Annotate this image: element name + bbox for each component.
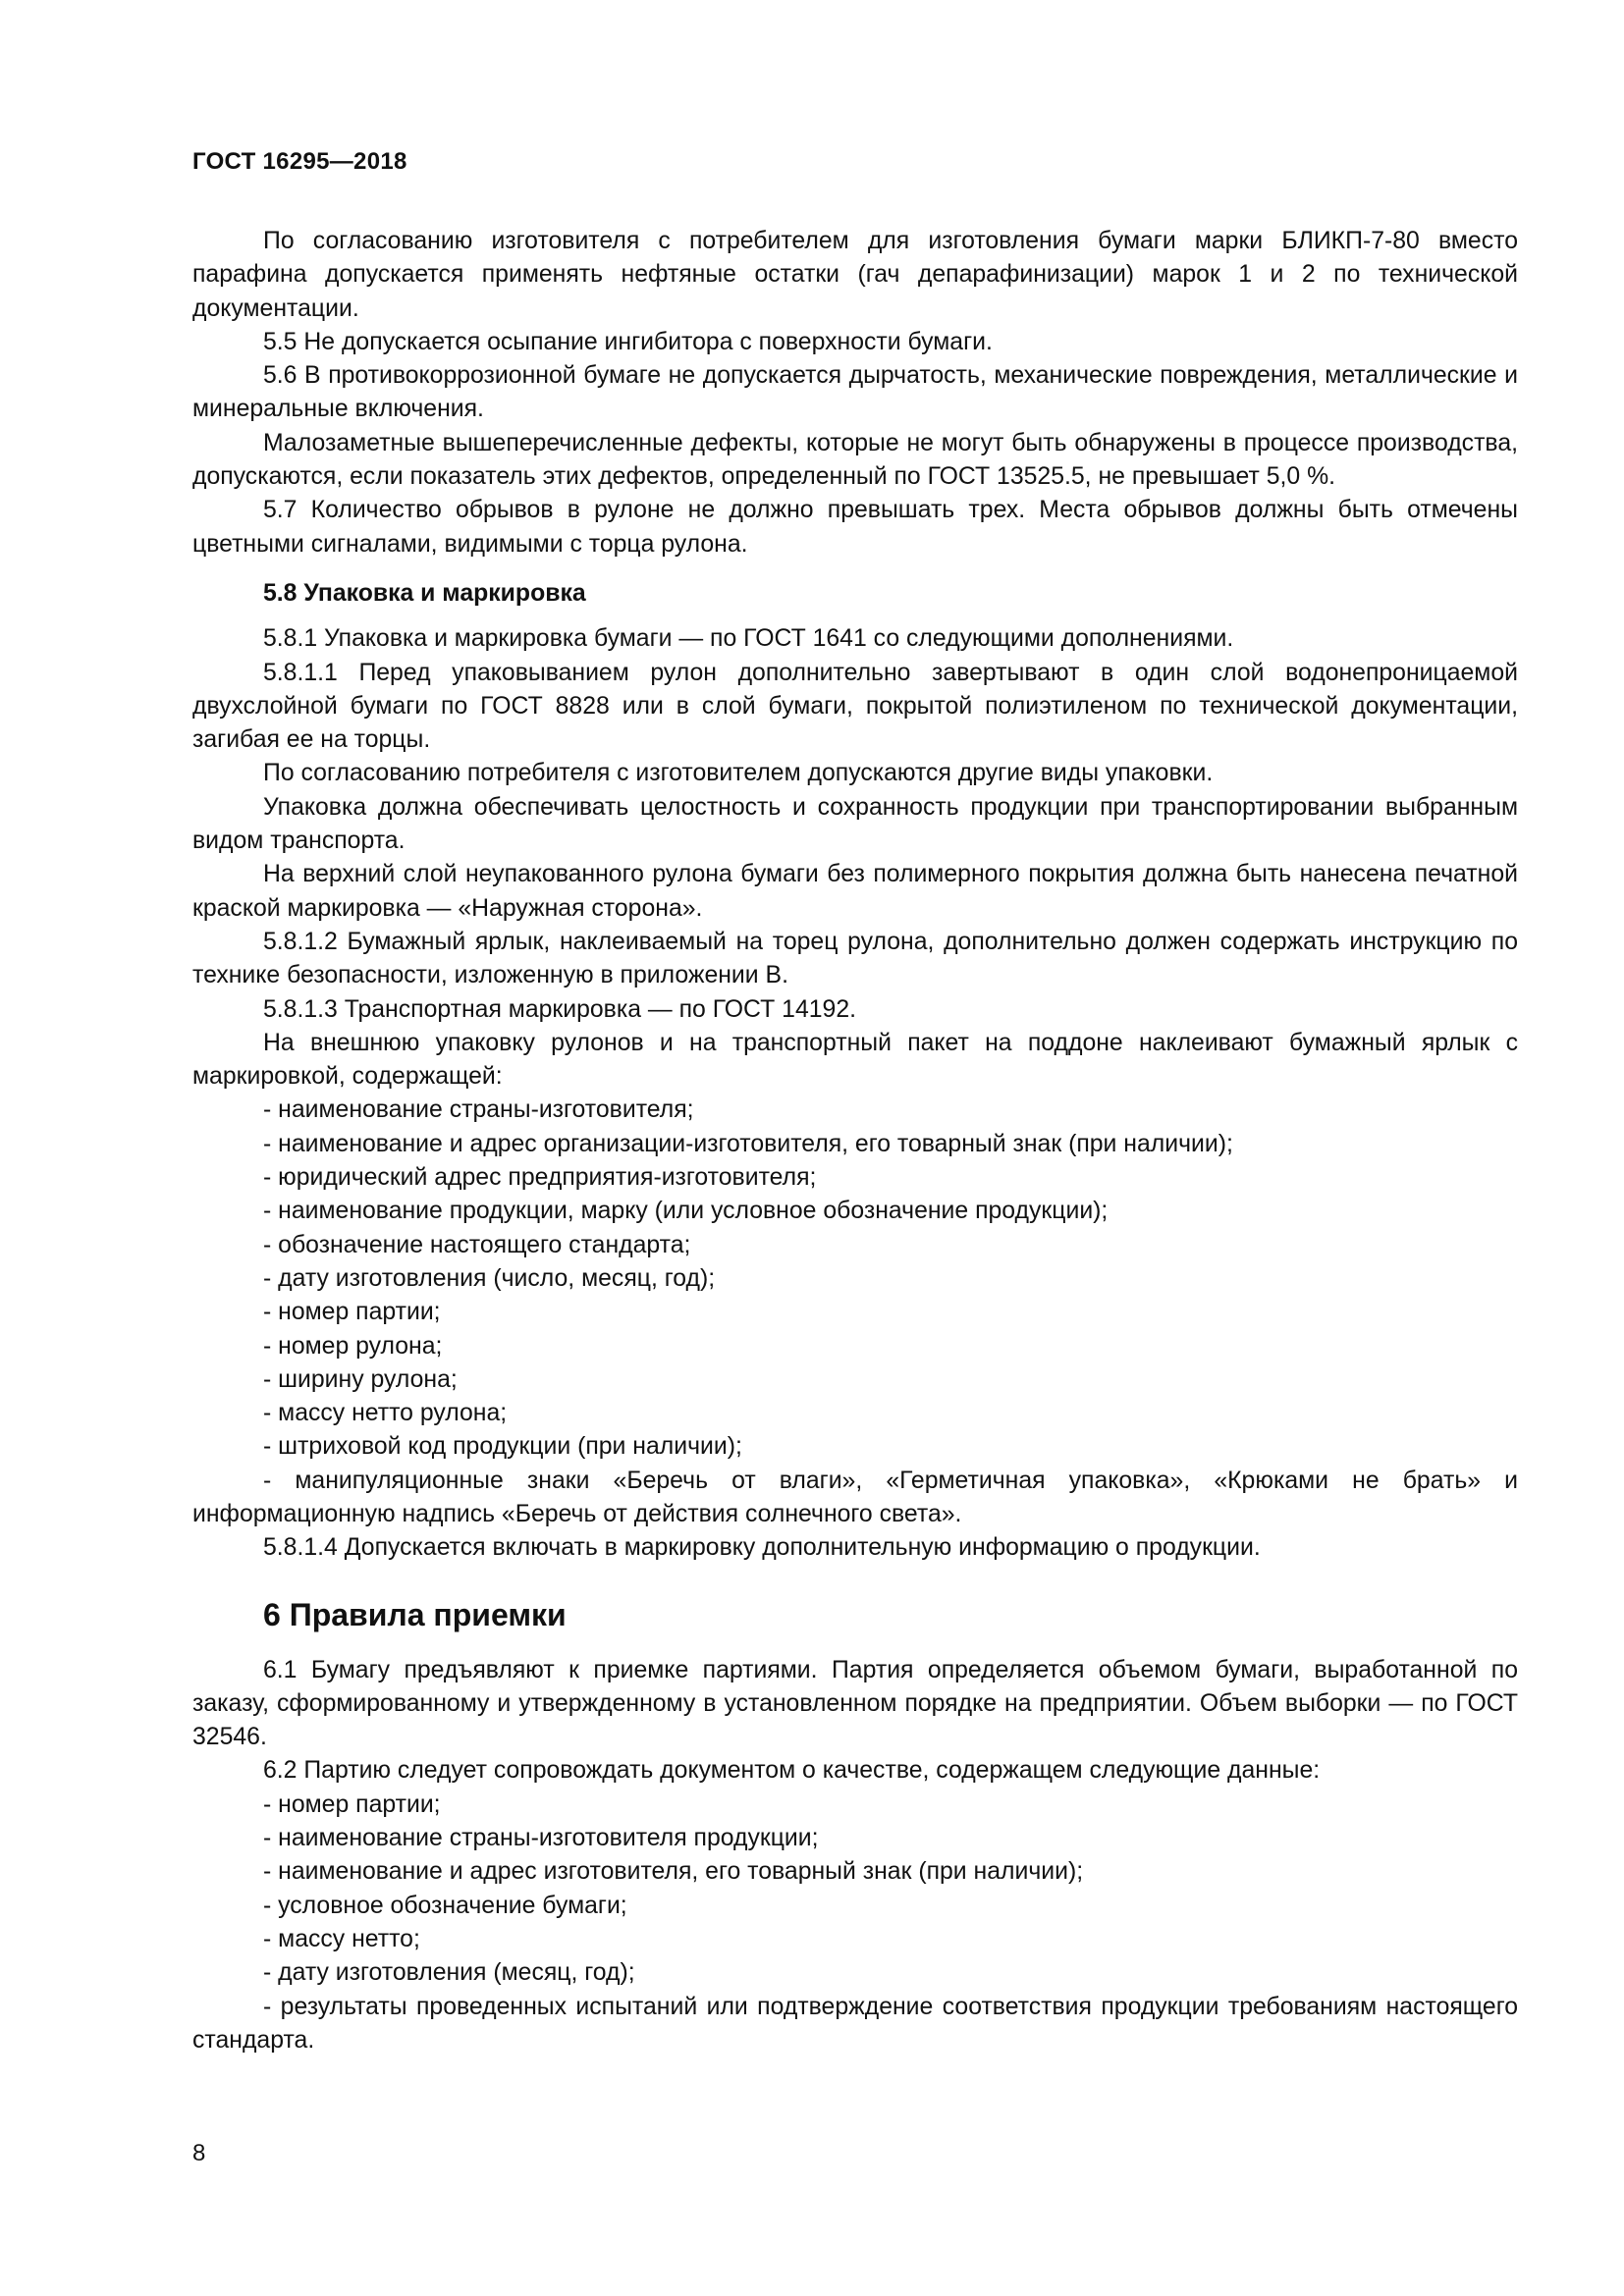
list-item: - ширину рулона; xyxy=(263,1365,458,1393)
paragraph: 5.7 Количество обрывов в рулоне не должно превышать трех. Места обрывов должны быть отмечены цветными сигналами, видимыми с торца рулона. xyxy=(192,497,1518,558)
list-item: - обозначение настоящего стандарта; xyxy=(263,1231,691,1258)
paragraph: 5.8.1.3 Транспортная маркировка — по ГОСТ 14192. xyxy=(263,995,857,1023)
paragraph: Малозаметные вышеперечисленные дефекты, которые не могут быть обнаружены в процессе производства, допускаются, если показатель этих дефектов, определенный по ГОСТ 13525.5, не превышает 5,0 %. xyxy=(192,429,1518,491)
page-number: 8 xyxy=(192,2140,206,2166)
list-item: - условное обозначение бумаги; xyxy=(263,1892,627,1919)
paragraph: Упаковка должна обеспечивать целостность и сохранность продукции при транспортировании выбранным видом транспорта. xyxy=(192,793,1518,855)
list-item: - наименование и адрес организации-изготовителя, его товарный знак (при наличии); xyxy=(263,1130,1233,1157)
list-item: - дату изготовления (число, месяц, год); xyxy=(263,1264,716,1292)
list-item: - юридический адрес предприятия-изготовителя; xyxy=(263,1164,817,1192)
paragraph: 5.8.1.2 Бумажный ярлык, наклеиваемый на торец рулона, дополнительно должен содержать инструкцию по технике безопасности, изложенную в приложении В. xyxy=(192,928,1518,989)
paragraph: 5.8.1 Упаковка и маркировка бумаги — по ГОСТ 1641 со следующими дополнениями. xyxy=(263,625,1234,653)
paragraph: 5.8.1.1 Перед упаковыванием рулон дополнительно завертывают в один слой водонепроницаемой двухслойной бумаги по ГОСТ 8828 или в слой бумаги, покрытой полиэтиленом по технической документации, загибая ее на торцы. xyxy=(192,659,1518,754)
list-item: - массу нетто; xyxy=(263,1925,420,1952)
list-item: - манипуляционные знаки «Беречь от влаги», «Герметичная упаковка», «Крюками не брать» и информационную надпись «Беречь от действия солнечного света». xyxy=(192,1467,1518,1527)
paragraph: 5.6 В противокоррозионной бумаге не допускается дырчатость, механические повреждения, металлические и минеральные включения. xyxy=(192,362,1518,423)
paragraph: На верхний слой неупакованного рулона бумаги без полимерного покрытия должна быть нанесена печатной краской маркировка — «Наружная сторона». xyxy=(192,861,1518,922)
list-item: - наименование страны-изготовителя; xyxy=(263,1096,694,1124)
list-item: - наименование и адрес изготовителя, его товарный знак (при наличии); xyxy=(263,1858,1084,1886)
list-item: - наименование страны-изготовителя продукции; xyxy=(263,1825,819,1852)
list-item: - наименование продукции, марку (или условное обозначение продукции); xyxy=(263,1198,1109,1225)
list-item: - номер рулона; xyxy=(263,1332,443,1360)
list-item: - результаты проведенных испытаний или подтверждение соответствия продукции требованиям настоящего стандарта. xyxy=(192,1993,1518,2054)
paragraph: 5.5 Не допускается осыпание ингибитора с поверхности бумаги. xyxy=(263,328,993,355)
paragraph: 6.2 Партию следует сопровождать документом о качестве, содержащем следующие данные: xyxy=(263,1757,1321,1785)
list-item: - штриховой код продукции (при наличии); xyxy=(263,1433,742,1461)
paragraph: По согласованию потребителя с изготовителем допускаются другие виды упаковки. xyxy=(263,760,1214,787)
list-item: - номер партии; xyxy=(263,1790,441,1818)
list-item: - массу нетто рулона; xyxy=(263,1400,508,1427)
document-body xyxy=(192,225,1518,2057)
document-code-header: ГОСТ 16295—2018 xyxy=(192,148,407,175)
paragraph: 6.1 Бумагу предъявляют к приемке партиями. Партия определяется объемом бумаги, выработанной по заказу, сформированному и утвержденному в установленном порядке на предприятии. Объем выборки — по ГОСТ 32546. xyxy=(192,1656,1518,1751)
paragraph: По согласованию изготовителя с потребителем для изготовления бумаги марки БЛИКП-7-80 вместо парафина допускается применять нефтяные остатки (гач депарафинизации) марок 1 и 2 по технической документации. xyxy=(192,228,1518,322)
paragraph: На внешнюю упаковку рулонов и на транспортный пакет на поддоне наклеивают бумажный ярлык с маркировкой, содержащей: xyxy=(192,1029,1518,1091)
section-heading: 6 Правила приемки xyxy=(263,1596,567,1632)
subsection-heading: 5.8 Упаковка и маркировка xyxy=(263,579,586,607)
paragraph: 5.8.1.4 Допускается включать в маркировку дополнительную информацию о продукции. xyxy=(263,1534,1261,1562)
list-item: - дату изготовления (месяц, год); xyxy=(263,1959,635,1987)
list-item: - номер партии; xyxy=(263,1299,441,1326)
